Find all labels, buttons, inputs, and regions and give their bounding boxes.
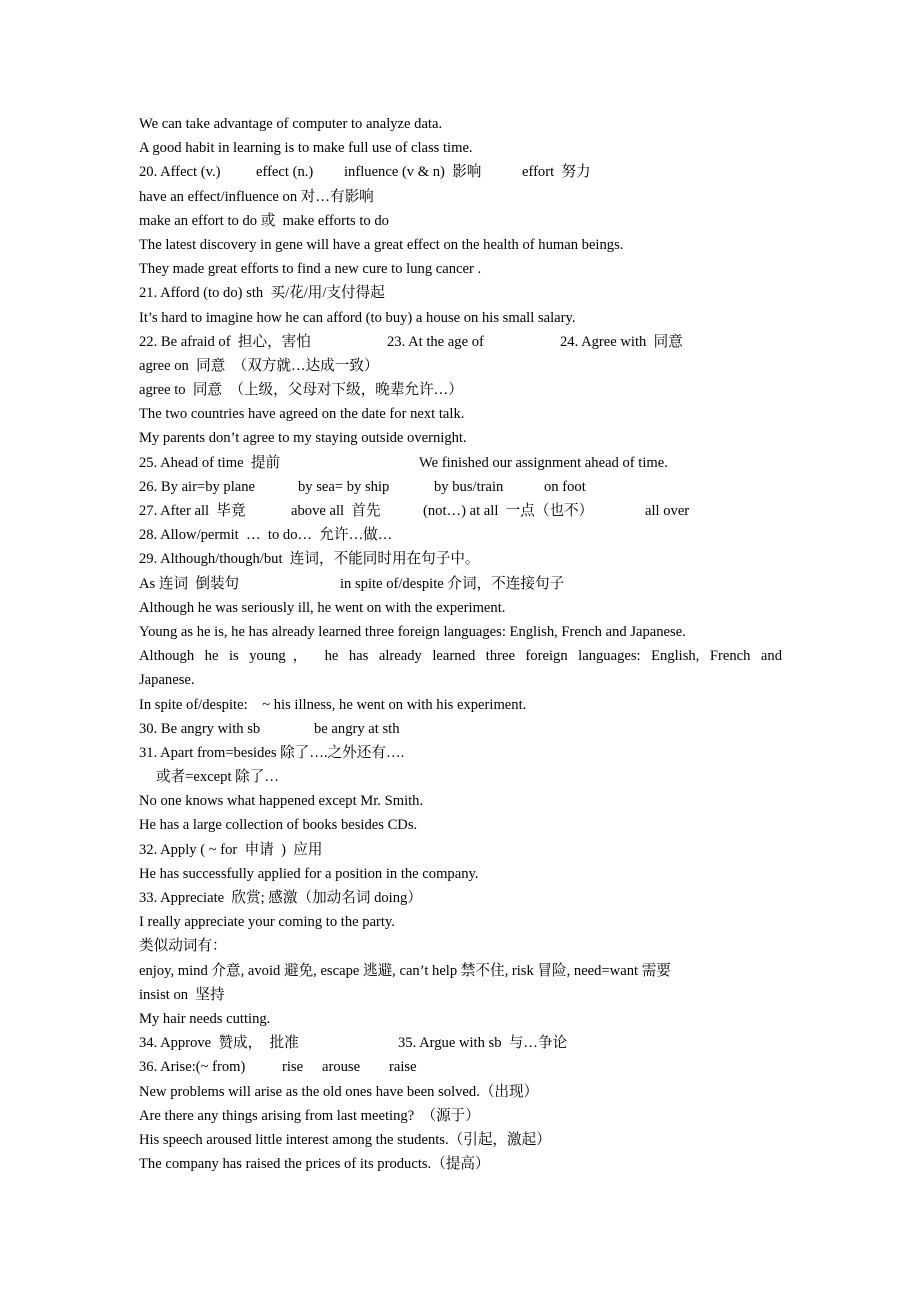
text-line: I really appreciate your coming to the party. xyxy=(139,914,395,931)
text-col: effect (n.) xyxy=(256,164,314,181)
text-col: rise xyxy=(282,1059,304,1076)
text-col: 30. Be angry with sb xyxy=(139,720,261,737)
text-line: 29. Although/though/but 连词，不能同时用在句子中。 xyxy=(139,551,480,568)
document-page xyxy=(139,112,782,1176)
text-line: We can take advantage of computer to analyze data. xyxy=(139,116,443,132)
text-line xyxy=(139,330,782,354)
text-col: 36. Arise:(~ from) xyxy=(139,1059,246,1076)
text-line: A good habit in learning is to make full use of class time. xyxy=(139,140,473,157)
text-col: 25. Ahead of time 提前 xyxy=(139,454,281,471)
text-col: 22. Be afraid of 担心，害怕 xyxy=(139,333,311,350)
text-line xyxy=(139,451,782,475)
text-col: in spite of/despite 介词，不连接句子 xyxy=(340,575,565,592)
text-line: My hair needs cutting. xyxy=(139,1010,271,1027)
text-col: 34. Approve 赞成， 批准 xyxy=(139,1035,299,1052)
text-col: 26. By air=by plane xyxy=(139,478,256,495)
text-line: agree on 同意 （双方就…达成一致） xyxy=(139,357,379,374)
text-line: Although he was seriously ill, he went on with the experiment. xyxy=(139,599,506,616)
text-col: raise xyxy=(389,1059,417,1076)
text-col: As 连词 倒装句 xyxy=(139,575,240,592)
text-line: It’s hard to imagine how he can afford (to buy) a house on his small salary. xyxy=(139,309,576,326)
text-line xyxy=(139,499,782,523)
text-line: Japanese. xyxy=(139,672,195,689)
text-col: above all 首先 xyxy=(291,503,381,519)
text-line: Young as he is, he has already learned three foreign languages: English, French and Japanese. xyxy=(139,623,686,640)
text-line: They made great efforts to find a new cure to lung cancer . xyxy=(139,261,482,278)
text-line xyxy=(139,1055,782,1079)
text-line: No one knows what happened except Mr. Smith. xyxy=(139,793,424,810)
text-line: Are there any things arising from last meeting? （源于） xyxy=(139,1107,480,1124)
text-line: He has a large collection of books besides CDs. xyxy=(139,817,418,834)
text-line: In spite of/despite: ~ his illness, he went on with his experiment. xyxy=(139,696,527,713)
text-col: We finished our assignment ahead of time. xyxy=(419,454,668,471)
text-line: 21. Afford (to do) sth 买/花/用/支付得起 xyxy=(139,285,385,302)
text-col: on foot xyxy=(544,478,586,495)
text-line: have an effect/influence on 对…有影响 xyxy=(139,188,374,205)
text-line xyxy=(139,160,782,184)
text-line: My parents don’t agree to my staying outside overnight. xyxy=(139,430,467,447)
text-line: enjoy, mind 介意, avoid 避免, escape 逃避, can’t help 禁不住, risk 冒险, need=want 需要 xyxy=(139,962,671,979)
text-line: make an effort to do 或 make efforts to do xyxy=(139,212,389,229)
text-col: by bus/train xyxy=(434,478,504,495)
text-line xyxy=(139,475,782,499)
text-col: 27. After all 毕竟 xyxy=(139,503,246,519)
text-line: The company has raised the prices of its products.（提高） xyxy=(139,1156,490,1173)
text-line: New problems will arise as the old ones have been solved.（出现） xyxy=(139,1083,539,1100)
text-line: 或者=except 除了… xyxy=(156,769,279,786)
text-line: insist on 坚持 xyxy=(139,986,225,1003)
text-col: influence (v & n) 影响 xyxy=(344,164,482,181)
text-col: 35. Argue with sb 与…争论 xyxy=(398,1035,568,1052)
text-line: 33. Appreciate 欣赏; 感激（加动名词 doing） xyxy=(139,890,422,906)
text-line: His speech aroused little interest among the students.（引起，激起） xyxy=(139,1131,551,1148)
text-line: The latest discovery in gene will have a great effect on the health of human beings. xyxy=(139,236,624,253)
text-line: 类似动词有： xyxy=(139,938,227,955)
text-line: He has successfully applied for a position in the company. xyxy=(139,865,479,882)
text-line: 31. Apart from=besides 除了….之外还有…. xyxy=(139,744,405,761)
text-line: agree to 同意 （上级，父母对下级，晚辈允许…） xyxy=(139,382,463,399)
text-col: 23. At the age of xyxy=(387,333,484,350)
text-line: 32. Apply ( ~ for 申请 ) 应用 xyxy=(139,841,323,858)
text-col: (not…) at all 一点（也不） xyxy=(423,503,594,519)
text-line: 28. Allow/permit … to do… 允许…做… xyxy=(139,527,393,544)
text-col: arouse xyxy=(322,1059,361,1076)
text-line xyxy=(139,572,782,596)
text-line xyxy=(139,1031,782,1055)
text-col: effort 努力 xyxy=(522,164,591,181)
text-col: be angry at sth xyxy=(314,720,400,737)
text-col: by sea= by ship xyxy=(298,478,390,495)
text-col: 24. Agree with 同意 xyxy=(560,333,683,350)
text-col: all over xyxy=(645,503,690,519)
text-line-justified: Although he is young， he has already learned three foreign languages: English, French and xyxy=(139,648,782,665)
text-line: The two countries have agreed on the date for next talk. xyxy=(139,406,465,423)
text-col: 20. Affect (v.) xyxy=(139,164,221,181)
text-line xyxy=(139,717,782,741)
